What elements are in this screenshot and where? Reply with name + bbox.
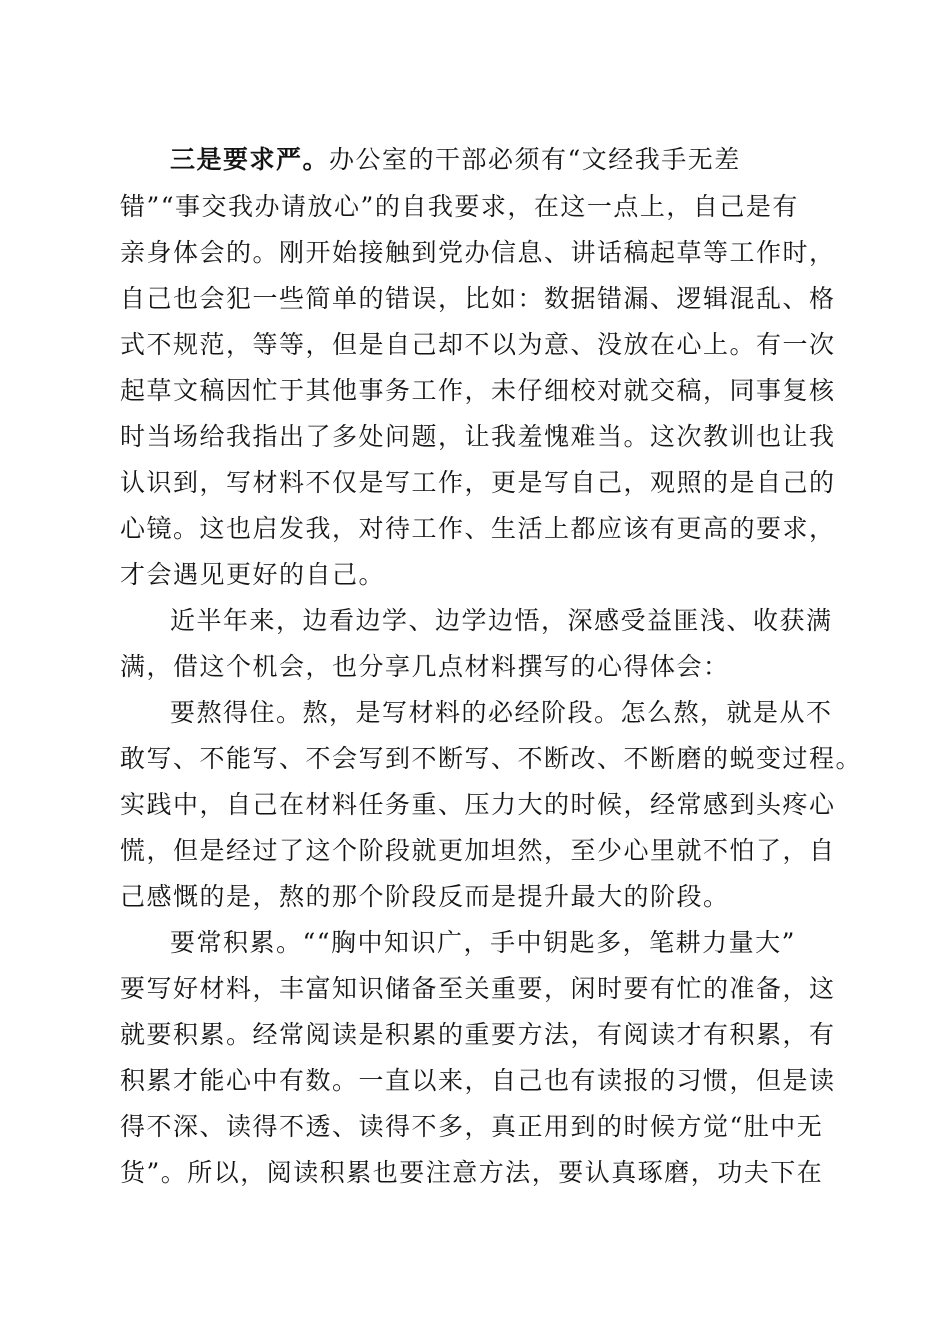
paragraph-line: 实践中，自己在材料任务重、压力大的时候，经常感到头疼心: [120, 790, 836, 819]
paragraph-line: 己感慨的是，熬的那个阶段反而是提升最大的阶段。: [120, 882, 730, 911]
paragraph-line: 自己也会犯一些简单的错误，比如：数据错漏、逻辑混乱、格: [120, 284, 836, 313]
paragraph-line: 敢写、不能写、不会写到不断写、不断改、不断磨的蜕变过程。: [120, 744, 863, 773]
paragraph-line: [170, 145, 741, 175]
paragraph-line: 亲身体会的。刚开始接触到党办信息、讲话稿起草等工作时，: [120, 238, 836, 267]
line-text: 办公室的干部必须有“文经我手无差: [329, 145, 741, 174]
paragraph-line: 货”。所以，阅读积累也要注意方法，要认真琢磨，功夫下在: [120, 1158, 824, 1187]
paragraph-line: 心镜。这也启发我，对待工作、生活上都应该有更高的要求，: [120, 514, 836, 543]
paragraph-line: 才会遇见更好的自己。: [120, 560, 386, 589]
bold-lead-phrase: 三是要求严。: [170, 145, 330, 174]
paragraph-line: 时当场给我指出了多处问题，让我羞愧难当。这次教训也让我: [120, 422, 836, 451]
paragraph-line: 错”“事交我办请放心”的自我要求，在这一点上，自己是有: [120, 192, 799, 221]
paragraph-line: 起草文稿因忙于其他事务工作，未仔细校对就交稿，同事复核: [120, 376, 836, 405]
paragraph-line: 得不深、读得不透、读得不多，真正用到的时候方觉“肚中无: [120, 1112, 824, 1141]
paragraph-line: 就要积累。经常阅读是积累的重要方法，有阅读才有积累，有: [120, 1020, 836, 1049]
paragraph-line: 式不规范，等等，但是自己却不以为意、没放在心上。有一次: [120, 330, 836, 359]
paragraph-line: 近半年来，边看边学、边学边悟，深感受益匪浅、收获满: [170, 606, 833, 635]
paragraph-line: 认识到，写材料不仅是写工作，更是写自己，观照的是自己的: [120, 468, 836, 497]
paragraph-line: 要熬得住。熬，是写材料的必经阶段。怎么熬，就是从不: [170, 698, 833, 727]
paragraph-line: 慌，但是经过了这个阶段就更加坦然，至少心里就不怕了，自: [120, 836, 836, 865]
paragraph-line: 积累才能心中有数。一直以来，自己也有读报的习惯，但是读: [120, 1066, 836, 1095]
paragraph-line: 要写好材料，丰富知识储备至关重要，闲时要有忙的准备，这: [120, 974, 836, 1003]
paragraph-line: 要常积累。““胸中知识广，手中钥匙多，笔耕力量大”: [170, 928, 796, 957]
paragraph-line: 满，借这个机会，也分享几点材料撰写的心得体会：: [120, 652, 730, 681]
